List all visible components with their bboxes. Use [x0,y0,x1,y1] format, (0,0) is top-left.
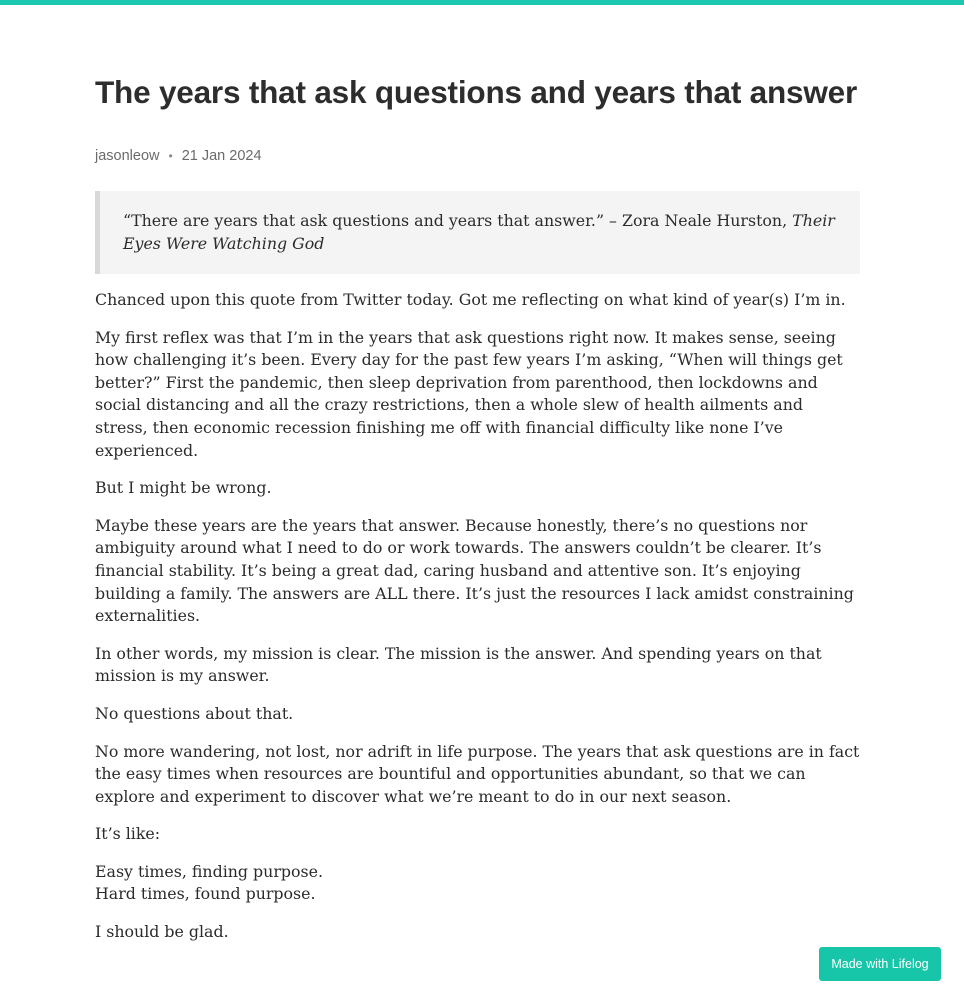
paragraph: Maybe these years are the years that answer. Because honestly, there’s no questions nor ambiguity around what I need to do or work towards. The answers couldn’t be clearer. It’s financial stability. It’s being a great dad, caring husband and attentive son. It’s enjoying building a family. The answers are ALL there. It’s just the resources I lack amidst constraining externalities. [95,515,854,626]
paragraph: My first reflex was that I’m in the years that ask questions right now. It makes sense, seeing how challenging it’s been. Every day for the past few years I’m asking, “When will things get better?” First the pandemic, then sleep deprivation from parenthood, then lockdowns and social distancing and all the crazy restrictions, then a whole slew of health ailments and stress, then economic recession finishing me off with financial difficulty like none I’ve experienced. [95,327,843,460]
meta-separator: • [168,149,173,163]
paragraph: No more wandering, not lost, nor adrift in life purpose. The years that ask questions are in fact the easy times when resources are bountiful and opportunities abundant, so that we can explore and experiment to discover what we’re meant to do in our next season. [95,741,860,806]
post-body [95,289,860,944]
couplet-line: Easy times, finding purpose. [95,861,323,881]
post-meta [95,146,860,166]
paragraph: Chanced upon this quote from Twitter today. Got me reflecting on what kind of year(s) I’m in. [95,290,846,309]
post-article [95,72,860,959]
couplet-line: Hard times, found purpose. [95,884,316,904]
made-with-lifelog-button[interactable]: Made with Lifelog [819,947,941,981]
quote-text: “There are years that ask questions and years that answer.” – Zora Neale Hurston, [123,211,793,230]
post-blockquote [95,191,860,274]
paragraph: It’s like: [95,824,161,844]
quote-source-title: Their Eyes Were Watching God [123,211,835,253]
paragraph: But I might be wrong. [95,478,272,498]
closing-paragraph: I should be glad. [95,922,229,942]
couplet [95,861,860,906]
paragraph: In other words, my mission is clear. The mission is the answer. And spending years on that mission is my answer. [95,643,822,686]
author-name[interactable]: jasonleow [95,148,160,164]
page-title: The years that ask questions and years that answer [95,74,858,110]
top-accent-bar [0,0,964,5]
post-date: 21 Jan 2024 [181,148,262,164]
paragraph: No questions about that. [95,703,294,723]
